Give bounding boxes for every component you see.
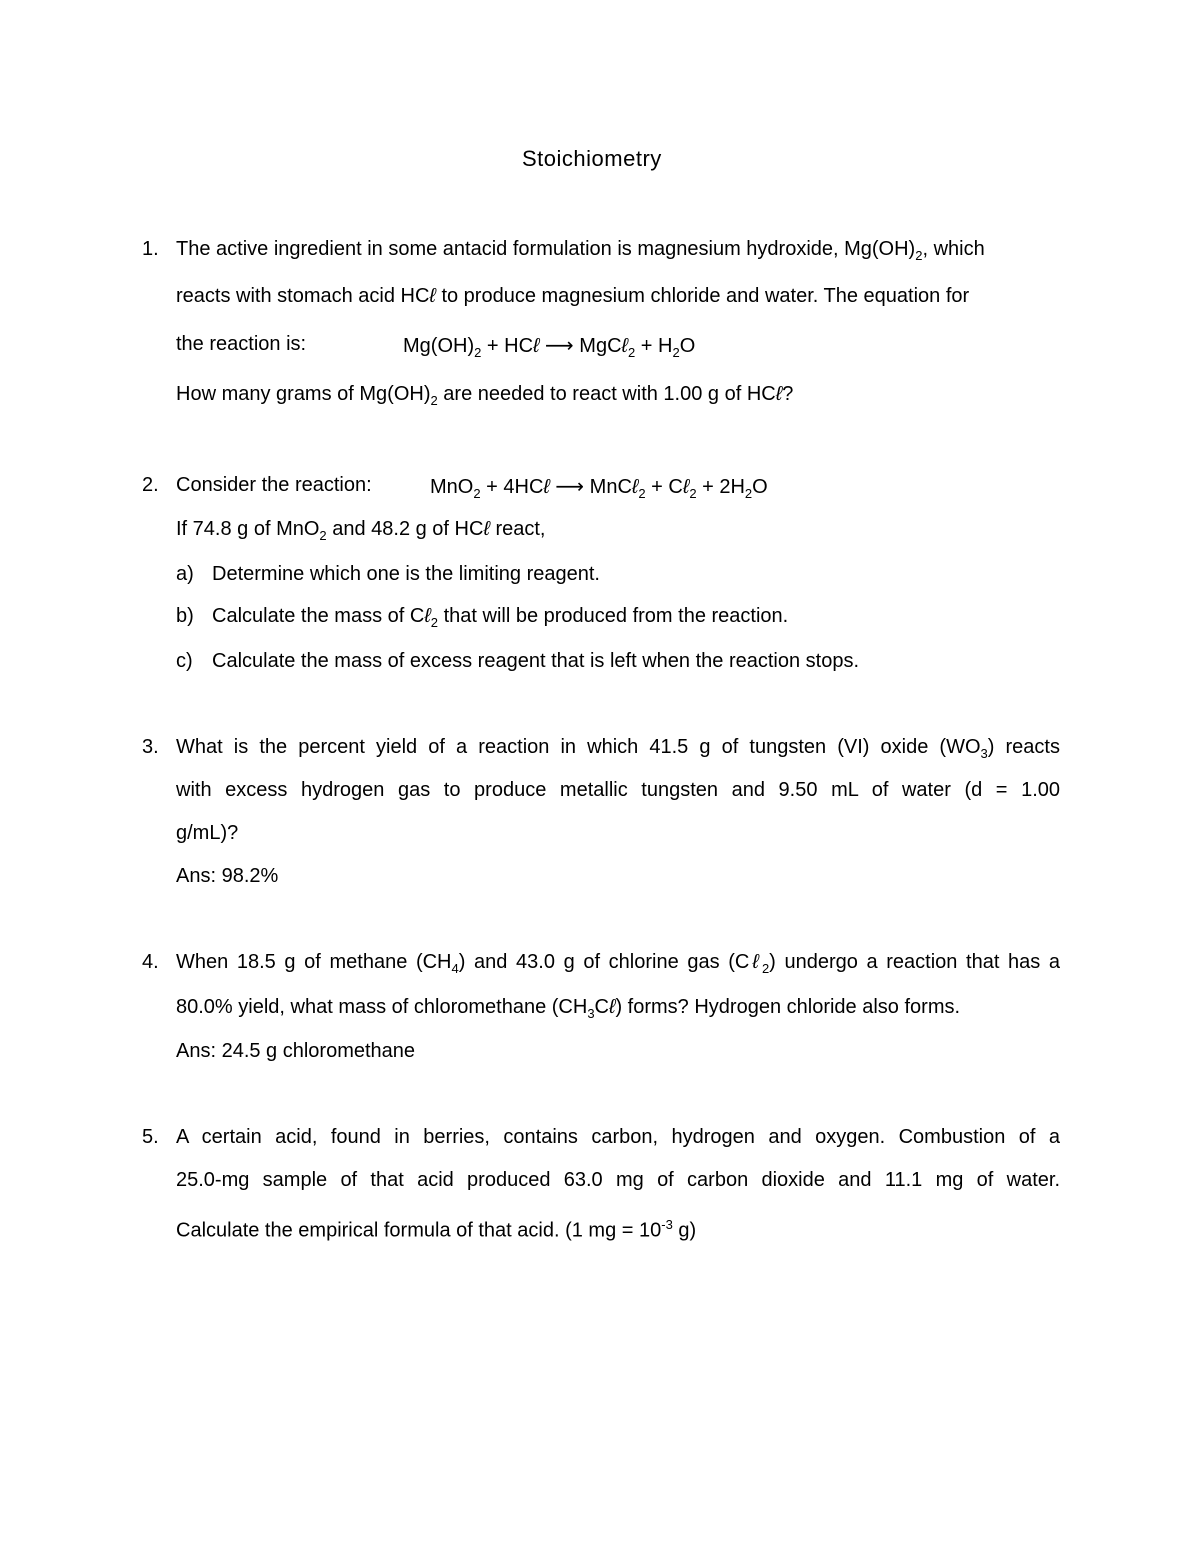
q2-part-b-text: Calculate the mass of Cℓ$_2$ that will be produced from the reaction.	[212, 605, 789, 630]
q2-part-b-label: b)	[176, 605, 194, 627]
q2-given: If 74.8 g of MnO$_2$ and 48.2 g of HCℓ react,	[176, 518, 546, 543]
q2-part-a-label: a)	[176, 563, 194, 585]
q2-part-c-text: Calculate the mass of excess reagent that is left when the reaction stops.	[212, 650, 860, 672]
q4-line1: When 18.5 g of methane $(CH_4)$ and 43.0 g of chlorine gas (Cℓ$_2$) undergo a reaction that has a	[176, 951, 1061, 976]
q1-line3-label: the reaction is:	[176, 333, 307, 355]
q3-number: 3.	[142, 736, 159, 758]
q1-line2: reacts with stomach acid HCℓ to produce magnesium chloride and water. The equation for	[176, 285, 970, 307]
q1-line1: The active ingredient in some antacid formulation is magnesium hydroxide, $Mg(OH)_2$, which	[176, 238, 985, 263]
q1-question: How many grams of $Mg(OH)_2$ are needed to react with 1.00 g of HCℓ?	[176, 383, 794, 408]
q3-line3: g/mL)?	[176, 822, 239, 844]
q1-equation: $Mg(OH)_2$ + HCℓ ⟶ MgCℓ$_2$ + $H_2O$	[403, 335, 696, 360]
q5-line1: A certain acid, found in berries, contains carbon, hydrogen and oxygen. Combustion of a	[176, 1126, 1060, 1148]
q2-label: Consider the reaction:	[176, 474, 372, 496]
q2-number: 2.	[142, 474, 159, 496]
q4-answer: Ans: 24.5 g chloromethane	[176, 1040, 416, 1062]
q3-line2: with excess hydrogen gas to produce metallic tungsten and 9.50 mL of water (d = 1.00	[176, 779, 1060, 801]
q2-part-a-text: Determine which one is the limiting reagent.	[212, 563, 600, 585]
q5-line3: Calculate the empirical formula of that acid. (1 mg = $10^{-3}$ g)	[176, 1217, 697, 1242]
q2-part-c-label: c)	[176, 650, 193, 672]
q3-line1: What is the percent yield of a reaction in which 41.5 g of tungsten (VI) oxide $(WO_3)$ reacts	[176, 736, 1060, 761]
q2-equation: MnO$_2$ + 4HCℓ ⟶ MnCℓ$_2$ + Cℓ$_2$ + $2H_2O$	[430, 476, 768, 501]
q1-number: 1.	[142, 238, 159, 260]
q4-number: 4.	[142, 951, 159, 973]
q4-line2: 80.0% yield, what mass of chloromethane $(CH_3C\ell)$ forms? Hydrogen chloride also forms.	[176, 996, 961, 1021]
q5-line2: 25.0-mg sample of that acid produced 63.0 mg of carbon dioxide and 11.1 mg of water.	[176, 1169, 1060, 1191]
page-title: Stoichiometry	[522, 146, 662, 171]
q5-number: 5.	[142, 1126, 159, 1148]
q3-answer: Ans: 98.2%	[176, 865, 279, 887]
